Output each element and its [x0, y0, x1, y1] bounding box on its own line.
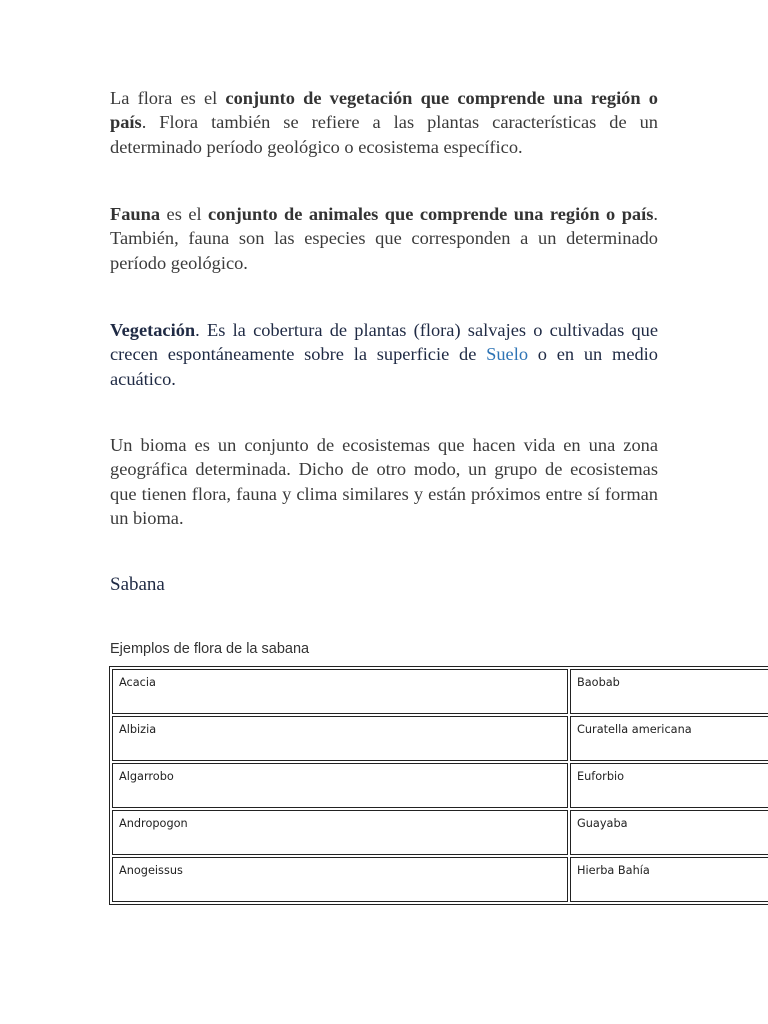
table-cell: Hierba Bahía [570, 857, 768, 902]
suelo-link[interactable]: Suelo [486, 344, 529, 365]
table-cell: Anogeissus [112, 857, 568, 902]
flora-definition-bold: conjunto de vegetación que comprende una región o país [110, 88, 658, 133]
table-cell: Guayaba [570, 810, 768, 855]
table-cell: Andropogon [112, 810, 568, 855]
paragraph-vegetacion [110, 318, 658, 391]
table-cell: Acacia [112, 669, 568, 714]
table-cell: Albizia [112, 716, 568, 761]
fauna-suffix: . También, fauna son las especies que corresponden a un determinado período geológico. [110, 204, 659, 273]
table-caption: Ejemplos de flora de la sabana [110, 641, 310, 657]
table-row [112, 669, 768, 714]
fauna-definition-bold: conjunto de animales que comprende una región o país [208, 204, 654, 224]
flora-prefix: La flora es el [110, 88, 226, 108]
vegetacion-text: . Es la cobertura de plantas (flora) salvajes o cultivadas que crecen espontáneamente sobre la superficie de [110, 320, 658, 365]
paragraph-bioma [110, 433, 658, 530]
paragraph-fauna [110, 202, 658, 275]
flora-table [109, 666, 768, 905]
table-cell: Curatella americana [570, 716, 768, 761]
vegetacion-suffix: o en un medio acuático. [110, 344, 658, 389]
table-row [112, 716, 768, 761]
table-row [112, 763, 768, 808]
table-cell: Baobab [570, 669, 768, 714]
fauna-mid: es el [160, 204, 209, 224]
table-cell: Euforbio [570, 763, 768, 808]
flora-suffix: . Flora también se refiere a las plantas características de un determinado período geológico o ecosistema específico. [110, 112, 658, 157]
vegetacion-term: Vegetación [110, 320, 196, 340]
table-row [112, 810, 768, 855]
fauna-term: Fauna [110, 204, 161, 224]
table-cell: Algarrobo [112, 763, 568, 808]
table-row [112, 857, 768, 902]
paragraph-flora [110, 86, 658, 159]
bioma-text: Un bioma es un conjunto de ecosistemas que hacen vida en una zona geográfica determinada. Dicho de otro modo, un grupo de ecosistemas que tienen flora, fauna y clima similares y están próximos entre sí forman un bioma. [110, 435, 658, 528]
section-heading-sabana: Sabana [110, 574, 165, 595]
